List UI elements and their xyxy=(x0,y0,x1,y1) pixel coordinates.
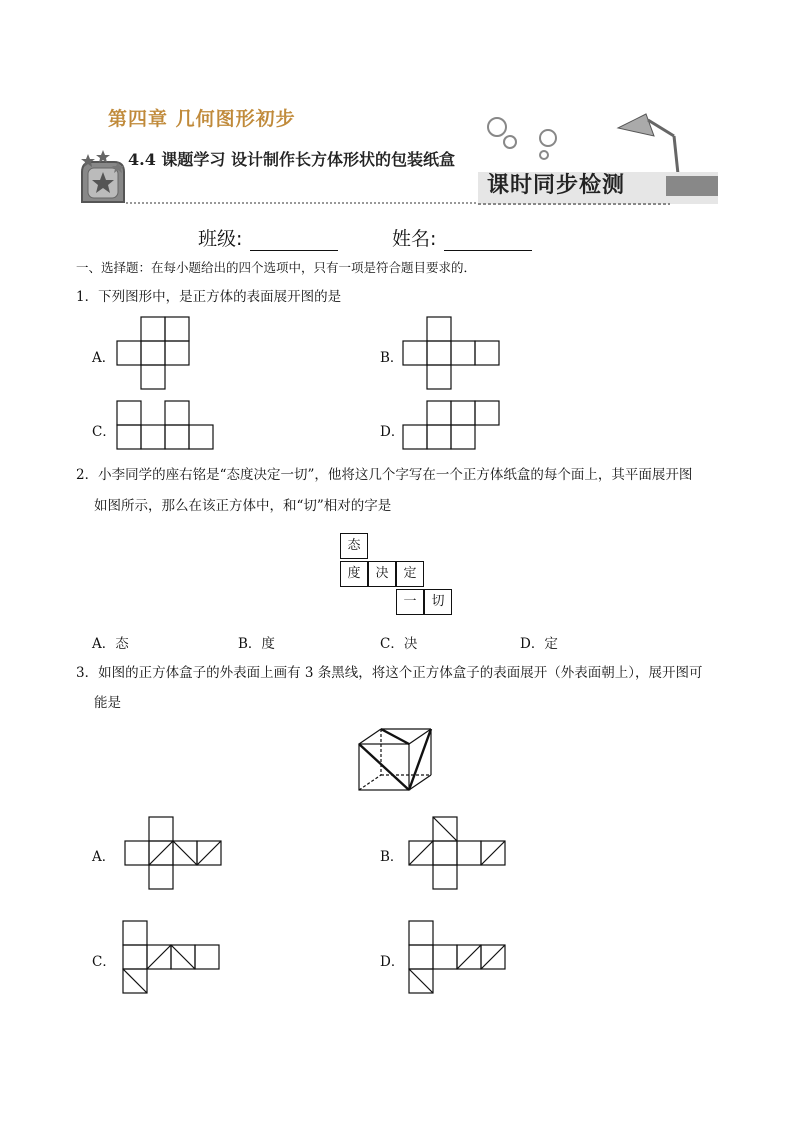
q1-option-c-net[interactable] xyxy=(110,396,220,456)
q3-option-a-net[interactable] xyxy=(118,810,228,894)
q2-option-c[interactable]: C．决 xyxy=(380,636,418,652)
section-heading: 一、选择题：在每小题给出的四个选项中，只有一项是符合题目要求的． xyxy=(76,260,477,275)
net-cell: 一 xyxy=(396,589,424,615)
q1-option-d-label: D． xyxy=(380,424,405,440)
q3-option-a-label: A． xyxy=(92,849,116,865)
star-badge-icon xyxy=(81,150,124,202)
class-label: 班级: xyxy=(198,228,243,250)
q3-option-c-net[interactable] xyxy=(116,914,226,998)
net-cell: 态 xyxy=(340,533,368,559)
q1-option-b-net[interactable] xyxy=(396,310,506,394)
name-field[interactable] xyxy=(392,224,532,251)
name-blank[interactable] xyxy=(444,232,532,251)
q2-stem-line1: 2．小李同学的座右铭是“态度决定一切”，他将这几个字写在一个正方体纸盒的每个面上，其平面展开图 xyxy=(76,467,693,483)
name-label: 姓名: xyxy=(392,228,437,250)
net-cell: 决 xyxy=(368,561,396,587)
class-field[interactable] xyxy=(198,224,338,251)
q3-option-d-net[interactable] xyxy=(402,914,512,998)
q2-option-a[interactable]: A．态 xyxy=(92,636,129,652)
q2-option-b[interactable]: B．度 xyxy=(238,636,275,652)
net-cell: 定 xyxy=(396,561,424,587)
lesson-title: 4.4 课题学习 设计制作长方体形状的包装纸盒 xyxy=(128,150,455,169)
q2-stem-line2: 如图所示，那么在该正方体中，和“切”相对的字是 xyxy=(94,498,392,514)
q3-option-b-net[interactable] xyxy=(402,810,512,894)
q1-option-d-net[interactable] xyxy=(396,396,506,456)
q1-stem: 1．下列图形中，是正方体的表面展开图的是 xyxy=(76,289,342,305)
q3-stem-line1: 3．如图的正方体盒子的外表面上画有 3 条黑线，将这个正方体盒子的表面展开（外表面朝上），展开图可 xyxy=(76,665,703,681)
banner-title: 课时同步检测 xyxy=(487,173,626,198)
q3-option-c-label: C． xyxy=(92,954,116,970)
q2-option-d[interactable]: D．定 xyxy=(520,636,558,652)
q3-option-b-label: B． xyxy=(380,849,404,865)
q1-option-a-label: A． xyxy=(92,350,116,366)
class-blank[interactable] xyxy=(250,232,338,251)
net-cell: 度 xyxy=(340,561,368,587)
desk-lamp-icon xyxy=(618,114,690,176)
q3-cube-figure xyxy=(354,724,438,796)
chapter-title: 第四章 几何图形初步 xyxy=(108,108,296,130)
q1-option-b-label: B． xyxy=(380,350,404,366)
net-cell: 切 xyxy=(424,589,452,615)
q3-stem-line2: 能是 xyxy=(94,695,121,711)
q3-option-d-label: D． xyxy=(380,954,405,970)
q1-option-c-label: C． xyxy=(92,424,116,440)
q1-option-a-net[interactable] xyxy=(110,310,200,394)
